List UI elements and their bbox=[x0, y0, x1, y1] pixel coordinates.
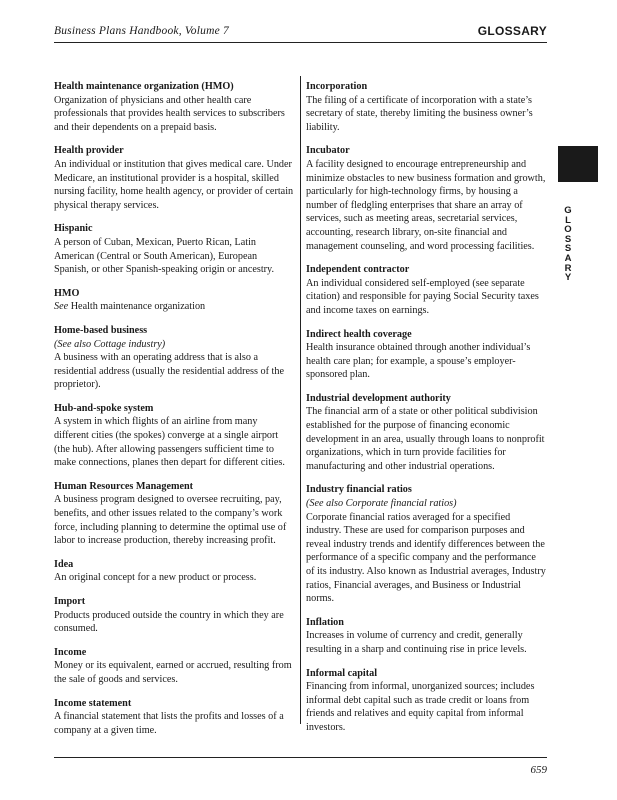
entry-definition: The financial arm of a state or other political subdivision established for the purpose of financing economic development in an area, usually through loans to nonprofit organizations, which in turn provide facilities for manufacturing and other industrial operations. bbox=[306, 406, 545, 472]
entry-definition: Financing from informal, unorganized sources; includes informal debt capital such as trade credit or loans from friends and relatives and equity capital from informal investors. bbox=[306, 681, 535, 733]
entry-definition: The filing of a certificate of incorporation with a state’s secretary of state, thereby limiting the business owner’s liability. bbox=[306, 94, 533, 133]
glossary-entry bbox=[54, 558, 294, 585]
entry-term: Home-based business bbox=[54, 324, 148, 336]
entry-term: Incubator bbox=[306, 145, 350, 157]
entry-term: Health maintenance organization (HMO) bbox=[54, 81, 234, 92]
glossary-entry bbox=[54, 646, 294, 687]
footer-rule bbox=[54, 757, 547, 758]
column-divider bbox=[300, 76, 301, 724]
entry-definition: Organization of physicians and other health care professionals that provides health services to subscribers and their dependents on a prepaid basis. bbox=[54, 94, 285, 133]
entry-term: Industry financial ratios bbox=[306, 484, 412, 496]
entry-term: Idea bbox=[54, 558, 74, 570]
glossary-entry bbox=[54, 222, 294, 276]
entry-definition: A business program designed to oversee recruiting, pay, benefits, and other issues related to the company’s work force, including planning to determine the optimal use of labor to increase production, thereby increasing profit. bbox=[54, 494, 287, 547]
entry-term: Health provider bbox=[54, 145, 124, 157]
glossary-entry bbox=[54, 480, 294, 548]
entry-definition: An original concept for a new product or process. bbox=[54, 572, 257, 584]
glossary-entry bbox=[306, 263, 546, 317]
glossary-entry bbox=[54, 144, 294, 212]
glossary-entry bbox=[306, 667, 546, 735]
entry-term: Indirect health coverage bbox=[306, 328, 412, 340]
left-column bbox=[54, 80, 294, 747]
entry-definition: Increases in volume of currency and credit, generally resulting in a sharp and continuing rise in price levels. bbox=[306, 630, 527, 655]
section-tab-label bbox=[562, 206, 574, 283]
glossary-entry bbox=[54, 287, 294, 314]
glossary-entry bbox=[54, 595, 294, 636]
entry-definition: A facility designed to encourage entrepreneurship and minimize obstacles to new business formation and growth, particularly for high-technology firms, by housing a number of fledgling enterprises that share an array of services, such as meeting areas, secretarial services, accounting, research library, on-site financial and management counseling, and word processing facilities. bbox=[306, 158, 546, 252]
see-also-reference: (See also Corporate financial ratios) bbox=[306, 498, 457, 510]
glossary-entry bbox=[306, 144, 546, 253]
section-title: GLOSSARY bbox=[477, 24, 547, 38]
entry-term: Independent contractor bbox=[306, 264, 410, 276]
tab-letter: Y bbox=[564, 272, 572, 284]
tab-letter: A bbox=[564, 252, 572, 264]
entry-definition: Products produced outside the country in which they are consumed. bbox=[54, 609, 284, 635]
entry-term: Income bbox=[54, 646, 87, 658]
glossary-entry bbox=[54, 697, 294, 738]
entry-term: Hispanic bbox=[54, 223, 93, 235]
entry-term: HMO bbox=[54, 287, 80, 299]
entry-definition: A business with an operating address that is also a residential address (usually the residential address of the proprietor). bbox=[54, 352, 284, 391]
tab-letter: G bbox=[564, 205, 572, 216]
entry-definition: Corporate financial ratios averaged for a specified industry. These are used for comparison purposes and reveal industry trends and identify differences between the performance of a specific company and the performance of its industry. Also known as Industrial averages, Industry ratios, Financial averages, and Business or Industrial norms. bbox=[306, 511, 546, 605]
glossary-entry bbox=[54, 402, 294, 470]
entry-term: Human Resources Management bbox=[54, 480, 194, 492]
entry-definition: A person of Cuban, Mexican, Puerto Rican, Latin American (Central or South American), European Spanish, or other Spanish-speaking origin or ancestry. bbox=[54, 236, 275, 276]
running-header bbox=[54, 24, 547, 43]
see-also-reference: (See also Cottage industry) bbox=[54, 338, 166, 350]
entry-term: Hub-and-spoke system bbox=[54, 402, 154, 414]
glossary-entry bbox=[306, 328, 546, 382]
glossary-entry bbox=[54, 324, 294, 392]
tab-letter: S bbox=[564, 233, 572, 245]
entry-definition: A system in which flights of an airline from many different cities (the spokes) converge at a single airport (the hub). After allowing passengers sufficient time to make connections, planes then depart for different cities. bbox=[54, 416, 285, 469]
entry-definition: Money or its equivalent, earned or accrued, resulting from the sale of goods and services. bbox=[54, 660, 292, 685]
entry-definition: Health insurance obtained through another individual’s health care plan; for example, a spouse’s employer-sponsored plan. bbox=[306, 342, 531, 381]
tab-letter: R bbox=[564, 262, 572, 274]
tab-letter: L bbox=[565, 214, 571, 226]
glossary-entry bbox=[306, 616, 546, 657]
entry-term: Inflation bbox=[306, 616, 344, 628]
see-reference: Health maintenance organization bbox=[68, 301, 206, 313]
glossary-entry bbox=[54, 80, 294, 134]
book-title: Business Plans Handbook, Volume 7 bbox=[54, 25, 229, 37]
tab-letter: O bbox=[564, 224, 572, 236]
glossary-entry bbox=[306, 392, 546, 474]
entry-term: Informal capital bbox=[306, 667, 378, 679]
see-label: See bbox=[54, 301, 69, 313]
entry-definition: An individual considered self-employed (see separate citation) and responsible for paying Social Security taxes and income taxes on earnings. bbox=[306, 277, 539, 316]
page-number: 659 bbox=[530, 764, 547, 776]
glossary-entry bbox=[306, 483, 546, 605]
entry-definition bbox=[54, 300, 294, 314]
section-tab-marker bbox=[558, 146, 598, 182]
entry-term: Income statement bbox=[54, 697, 132, 709]
tab-letter: S bbox=[564, 243, 572, 255]
right-column bbox=[306, 80, 546, 745]
entry-term: Import bbox=[54, 596, 86, 607]
entry-term: Industrial development authority bbox=[306, 392, 451, 404]
glossary-entry bbox=[306, 80, 546, 134]
entry-term: Incorporation bbox=[306, 81, 368, 92]
entry-definition: An individual or institution that gives medical care. Under Medicare, an institutional provider is a hospital, skilled nursing facility, home health agency, or provider of certain physical therapy services. bbox=[54, 158, 294, 211]
entry-definition: A financial statement that lists the profits and losses of a company at a given time. bbox=[54, 711, 284, 736]
